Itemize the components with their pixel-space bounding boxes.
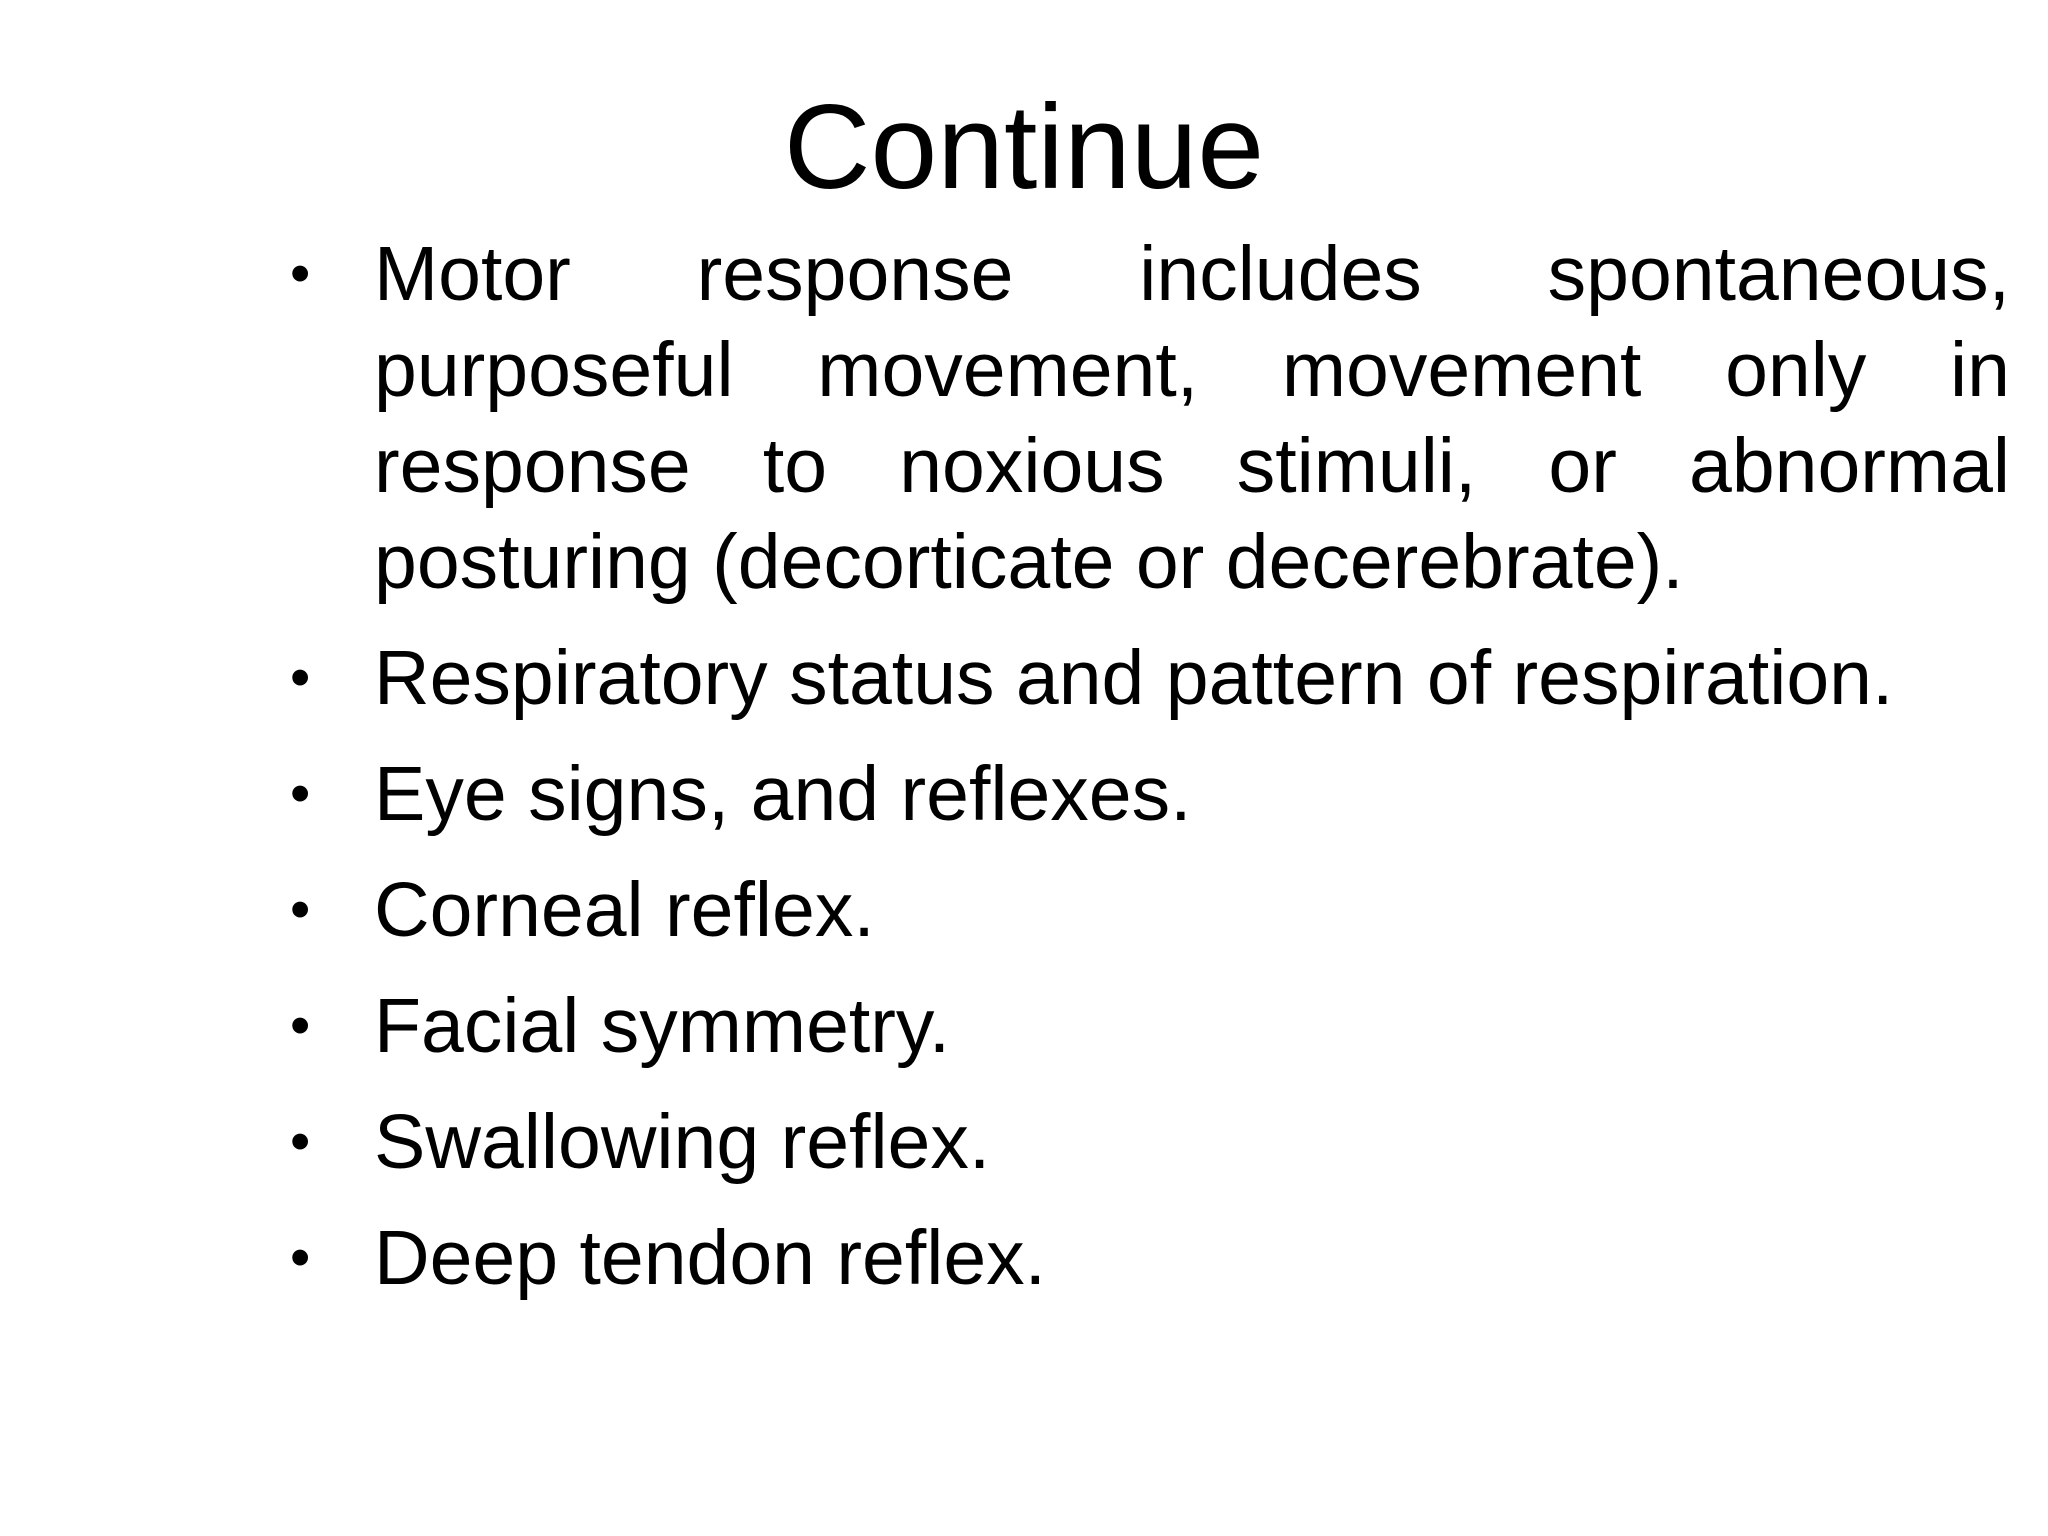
bullet-text: Respiratory status and pattern of respiration.	[374, 635, 1894, 721]
bullet-icon: •	[290, 1225, 311, 1290]
bullet-icon: •	[290, 241, 311, 306]
bullet-icon: •	[290, 645, 311, 710]
bullet-item-deep-tendon-reflex	[290, 1210, 2010, 1306]
bullet-item-motor-response	[290, 226, 2010, 610]
bullet-text: Deep tendon reflex.	[374, 1215, 1047, 1301]
bullet-text: Swallowing reflex.	[374, 1099, 991, 1185]
bullet-item-swallowing-reflex	[290, 1094, 2010, 1190]
bullet-text: Eye signs, and reflexes.	[374, 751, 1192, 837]
bullet-list	[290, 226, 2010, 1326]
bullet-icon: •	[290, 877, 311, 942]
bullet-icon: •	[290, 1109, 311, 1174]
slide-title: Continue	[783, 80, 1265, 214]
bullet-item-respiratory-status	[290, 630, 2010, 726]
bullet-text: Facial symmetry.	[374, 983, 951, 1069]
bullet-icon: •	[290, 761, 311, 826]
bullet-icon: •	[290, 993, 311, 1058]
bullet-item-facial-symmetry	[290, 978, 2010, 1074]
bullet-text: Corneal reflex.	[374, 867, 875, 953]
bullet-text: Motor response includes spontaneous, purposeful movement, movement only in response to noxious stimuli, or abnormal posturing (decorticate or decerebrate).	[374, 231, 2010, 605]
bullet-item-eye-signs	[290, 746, 2010, 842]
bullet-item-corneal-reflex	[290, 862, 2010, 958]
